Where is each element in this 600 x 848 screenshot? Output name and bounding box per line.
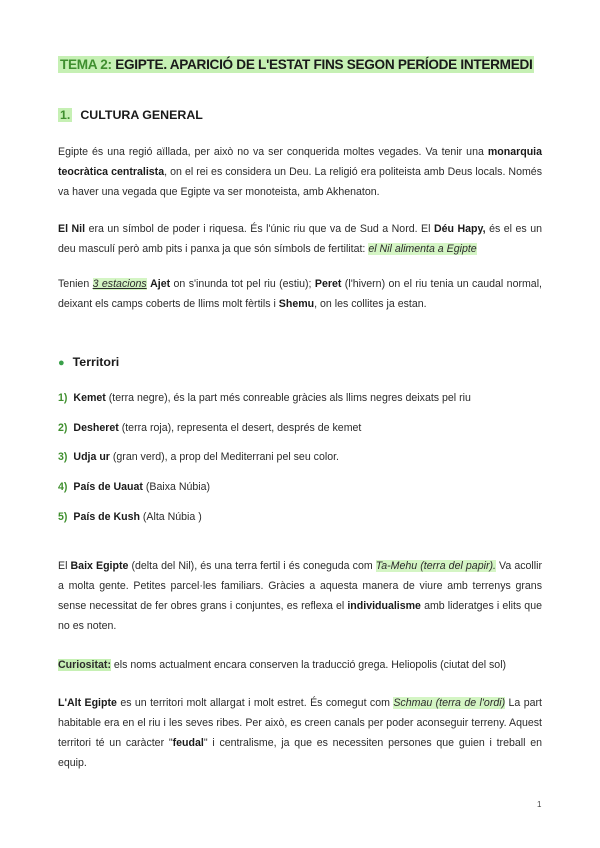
section-heading (58, 108, 203, 122)
bold-term: Ajet (150, 278, 171, 290)
highlight: Ta-Mehu (terra del papir). (375, 560, 496, 572)
list-number: 2) (58, 422, 68, 434)
text-run: (terra roja), representa el desert, després de kemet (118, 422, 362, 434)
text-run: La part habitable era en el riu i les seves ribes. Per això, es creen canals per poder aconseguir terreny. Aquest territori té un caràcter " (58, 697, 542, 749)
bold-term: Desheret (73, 422, 119, 434)
section-number: 1. (60, 108, 71, 122)
highlight: 3 estacions (92, 278, 147, 290)
bold-term: Shemu (278, 298, 315, 310)
highlight: el Nil alimenta a Egipte (368, 243, 477, 255)
highlight: Schmau (terra de l'ordi) (393, 697, 506, 709)
list-item (58, 422, 361, 434)
list-number: 4) (58, 481, 68, 493)
text-run: és el es un deu masculí però amb pits i panxa ja que són símbols de fertilitat: (58, 223, 542, 255)
bold-term: Udja ur (73, 451, 110, 463)
bold-term: individualisme (347, 600, 421, 612)
title-prefix: TEMA 2: (60, 57, 112, 72)
text-run: El (58, 560, 71, 572)
section-title: CULTURA GENERAL (80, 108, 203, 122)
text-run: (terra negre), és la part més conreable gràcies als llims negres deixats pel riu (105, 392, 471, 404)
paragraph-baix-egipte (58, 556, 542, 636)
paragraph-intro (58, 142, 542, 202)
paragraph-estacions (58, 274, 542, 314)
text-run: on s'inunda tot pel riu (estiu); (170, 278, 315, 290)
paragraph-curiositat (58, 655, 542, 675)
bold-term: Peret (314, 278, 342, 290)
list-item (58, 451, 339, 463)
text-run: es un territori molt allargat i molt estret. És comegut com (116, 697, 394, 709)
text-run: (Alta Núbia ) (139, 511, 202, 523)
bold-term: País de Uauat (73, 481, 143, 493)
bold-term: Kemet (73, 392, 106, 404)
bold-term: Déu Hapy, (433, 223, 486, 235)
paragraph-alt-egipte (58, 693, 542, 773)
bullet-icon: ● (58, 357, 65, 369)
subheading-territori (58, 355, 119, 369)
text-run: , on el rei es considera un Deu. La religió era politeista amb Deus locals. Només va haver una vegada que Egipte va ser monoteista, amb Akhenaton. (58, 166, 542, 198)
text-run: (gran verd), a prop del Mediterrani pel seu color. (109, 451, 339, 463)
list-item (58, 481, 210, 493)
text-run: , on les collites ja estan. (314, 298, 427, 310)
subheading-text: Territori (72, 355, 120, 369)
paragraph-nil (58, 219, 542, 259)
highlight: Curiositat: (58, 659, 111, 671)
bold-term: El Nil (58, 223, 86, 235)
bold-term: monarquia teocràtica centralista (58, 146, 542, 178)
text-run: Tenien (58, 278, 93, 290)
list-number: 5) (58, 511, 68, 523)
text-run: els noms actualment encara conserven la traducció grega. Heliopolis (ciutat del sol) (110, 659, 507, 671)
list-number: 1) (58, 392, 68, 404)
bold-term: feudal (172, 737, 204, 749)
bold-term: País de Kush (73, 511, 140, 523)
text-run: (l'hivern) on el riu tenia un caudal normal, deixant els camps coberts de llims molt fèrtils i (58, 278, 542, 310)
list-number: 3) (58, 451, 68, 463)
page-number: 1 (537, 800, 542, 809)
bold-term: L'Alt Egipte (58, 697, 117, 709)
text-run: Va acollir a molta gente. Petites parcel·les familiars. Gràcies a aquesta manera de viure amb terrenys grans sense necessitat de fer obres grans i conjuntes, es reflexa el (58, 560, 542, 612)
bold-term: Baix Egipte (70, 560, 129, 572)
text-run: " i centralisme, ja que es necessiten persones que guien i treball en equip. (58, 737, 542, 769)
text-run: amb lideratges i elits que no es noten. (58, 600, 542, 632)
page-title (58, 56, 534, 73)
list-item (58, 392, 471, 404)
text-run: (delta del Nil), és una terra fertil i és coneguda com (128, 560, 376, 572)
title-text: EGIPTE. APARICIÓ DE L'ESTAT FINS SEGON PERÍODE INTERMEDI (115, 57, 533, 72)
text-run: Egipte és una regió aïllada, per això no va ser conquerida moltes vegades. Va tenir una (58, 146, 488, 158)
text-run: (Baixa Núbia) (142, 481, 211, 493)
text-run: era un símbol de poder i riquesa. És l'únic riu que va de Sud a Nord. El (85, 223, 434, 235)
list-item (58, 511, 202, 523)
